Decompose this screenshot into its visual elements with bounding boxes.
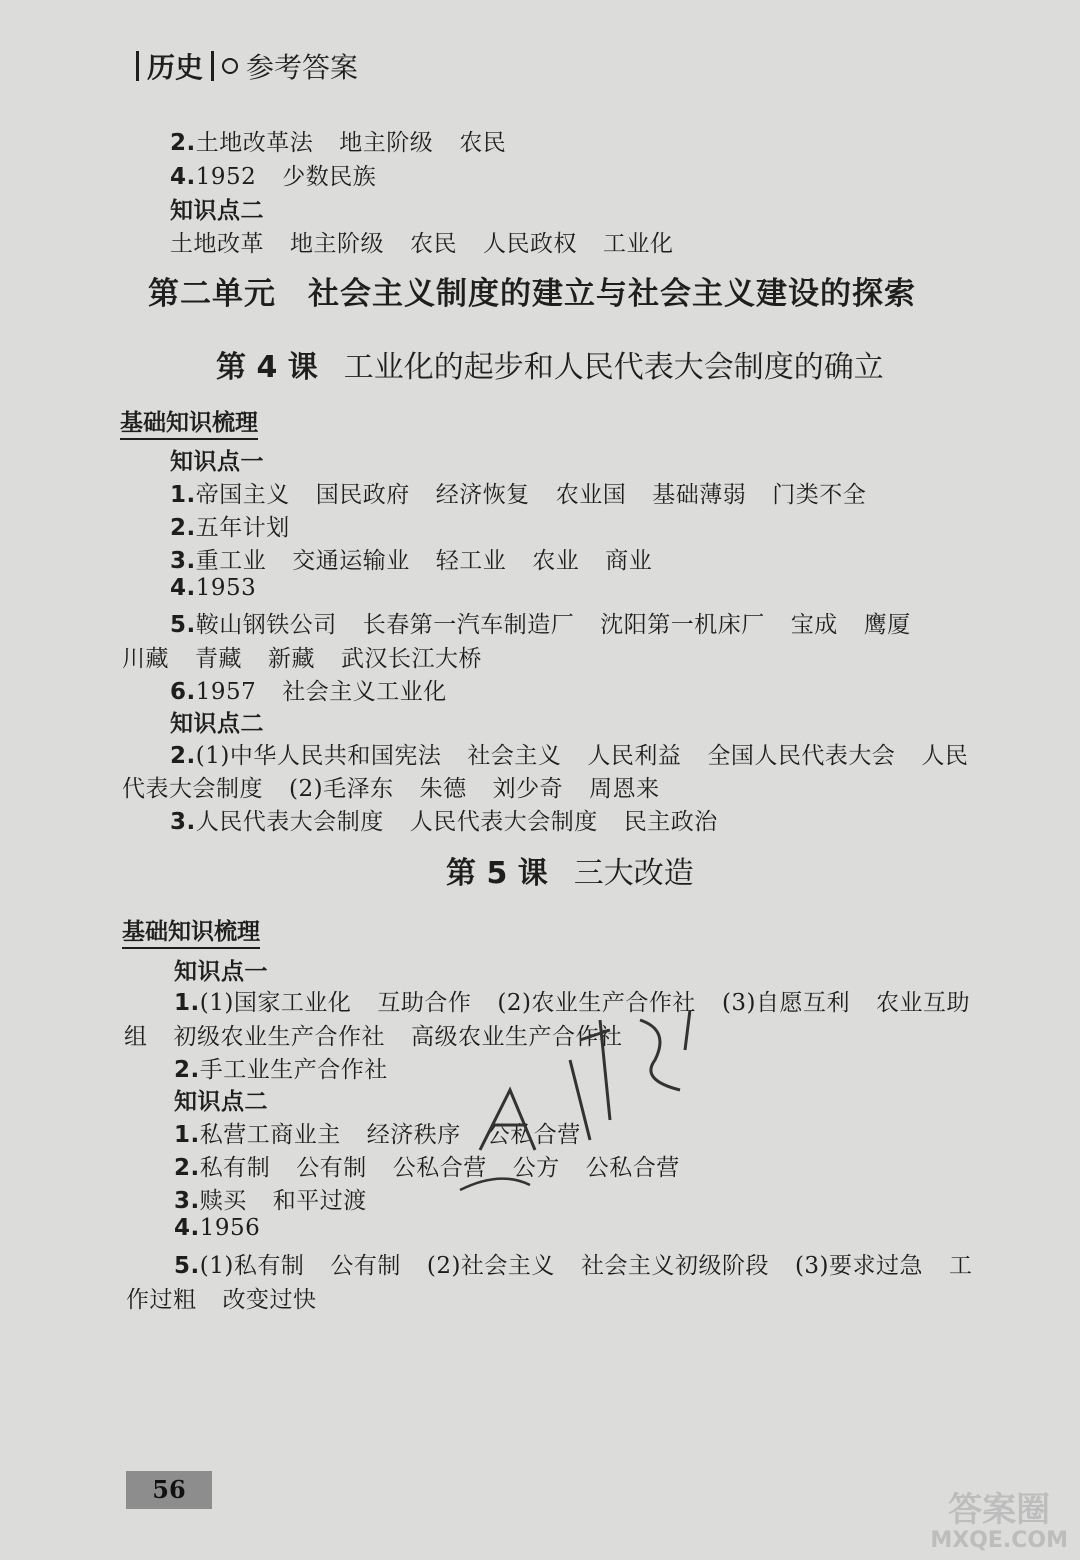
answer-text: 和平过渡: [272, 1188, 367, 1214]
item-number: 3.: [170, 809, 196, 835]
answer-text: 公私合营: [392, 1155, 487, 1181]
answer-line: [174, 1182, 367, 1215]
answer-text: 组: [124, 1024, 148, 1050]
answer-line: [174, 1051, 388, 1084]
page-header: [128, 46, 358, 86]
answer-text: 农民: [459, 130, 507, 156]
answer-text: 民主政治: [623, 809, 718, 835]
answer-line: [170, 158, 376, 191]
item-number: 3.: [174, 1188, 200, 1214]
knowledge-point-heading: 知识点二: [170, 711, 264, 737]
item-number: 4.: [170, 164, 196, 190]
answer-text: 人民代表大会制度: [195, 809, 384, 835]
answer-text: (1)私有制: [199, 1253, 305, 1279]
answer-text: 土地改革法: [195, 130, 314, 156]
header-divider: [136, 51, 139, 81]
subject-label: 历史: [147, 51, 204, 84]
answer-line: [122, 640, 482, 673]
answer-text: 人民政权: [483, 231, 577, 257]
answer-line: [174, 1247, 973, 1280]
item-number: 2.: [170, 515, 196, 541]
item-number: 1.: [174, 1122, 200, 1148]
watermark-text: 答案圈: [948, 1490, 1051, 1531]
answer-text: 手工业生产合作社: [199, 1057, 388, 1083]
answer-line: [174, 1215, 260, 1241]
answer-line: [122, 770, 660, 803]
answer-text: 私有制: [199, 1155, 271, 1181]
answer-line: [170, 542, 652, 575]
answer-text: 公方: [512, 1155, 560, 1181]
answer-text: 新藏: [268, 646, 315, 672]
answer-text: 经济秩序: [366, 1122, 461, 1148]
answer-text: 作过粗: [126, 1287, 197, 1313]
circle-icon: [222, 58, 238, 74]
answer-text: 川藏: [122, 646, 169, 672]
answer-text: (2)社会主义: [426, 1253, 555, 1279]
answer-text: 农民: [410, 231, 457, 257]
answer-text: 人民利益: [587, 743, 682, 769]
knowledge-point-heading: 知识点二: [170, 198, 264, 224]
answer-text: 工: [949, 1253, 973, 1279]
answer-text: 1952: [195, 164, 257, 190]
header-divider: [211, 51, 214, 81]
lesson-name: 工业化的起步和人民代表大会制度的确立: [343, 350, 884, 385]
answer-text: 互助合作: [377, 990, 472, 1016]
answer-key-label: 参考答案: [246, 51, 359, 84]
answer-text: 经济恢复: [435, 482, 530, 508]
item-number: 5.: [170, 612, 196, 638]
answer-text: 门类不全: [772, 482, 867, 508]
answer-text: 商业: [605, 548, 653, 574]
item-number: 5.: [174, 1253, 200, 1279]
answer-text: 五年计划: [195, 515, 290, 541]
answer-text: 宝成: [790, 612, 838, 638]
item-number: 2.: [170, 743, 196, 769]
answer-text: (3)要求过急: [794, 1253, 924, 1279]
answer-line: [170, 509, 290, 542]
answer-text: 农业国: [555, 482, 627, 508]
item-number: 2.: [170, 130, 196, 156]
answer-line: [170, 476, 866, 509]
answer-text: 土地改革: [170, 231, 264, 257]
answer-text: 全国人民代表大会: [707, 743, 896, 769]
answer-text: 帝国主义: [195, 482, 290, 508]
answer-text: 公有制: [296, 1155, 367, 1181]
watermark-url: MXQE.COM: [930, 1527, 1068, 1553]
answer-text: 刘少奇: [492, 776, 564, 802]
handwritten-scribble: [440, 1000, 720, 1200]
answer-text: 私营工商业主: [199, 1122, 341, 1148]
answer-text: 农业: [532, 548, 580, 574]
answer-text: 周恩来: [589, 776, 660, 802]
item-number: 6.: [170, 679, 196, 705]
answer-line: [170, 124, 506, 157]
knowledge-point-heading: 知识点一: [170, 449, 264, 475]
answer-text: 长春第一汽车制造厂: [362, 612, 575, 638]
item-number: 1.: [170, 482, 196, 508]
answer-text: 鞍山钢铁公司: [195, 612, 337, 638]
answer-text: 赎买: [199, 1188, 247, 1214]
answer-text: (1)中华人民共和国宪法: [195, 743, 442, 769]
answer-text: (1)国家工业化: [199, 990, 352, 1016]
answer-text: 地主阶级: [290, 231, 384, 257]
answer-line: [126, 1281, 317, 1314]
watermark-logo: [930, 1490, 1068, 1553]
answer-text: 公私合营: [585, 1155, 680, 1181]
answer-text: 武汉长江大桥: [341, 646, 482, 672]
answer-line: [170, 575, 256, 601]
unit-title: 第二单元 社会主义制度的建立与社会主义建设的探索: [148, 276, 916, 312]
answer-text: (2)毛泽东: [289, 776, 394, 802]
answer-text: 改变过快: [222, 1287, 317, 1313]
answer-text: 少数民族: [282, 164, 377, 190]
answer-text: 国民政府: [315, 482, 410, 508]
item-number: 1.: [174, 990, 200, 1016]
lesson-title: [446, 848, 694, 892]
knowledge-point-heading: 知识点二: [174, 1089, 268, 1115]
section-heading: 基础知识梳理: [120, 404, 258, 440]
answer-text: 公私合营: [486, 1122, 581, 1148]
item-number: 2.: [174, 1057, 200, 1083]
answer-text: 社会主义工业化: [282, 679, 447, 705]
answer-text: (3)自愿互利: [721, 990, 851, 1016]
knowledge-point-heading: 知识点一: [174, 959, 268, 985]
lesson-name: 三大改造: [573, 856, 694, 891]
answer-text: 基础薄弱: [652, 482, 747, 508]
answer-text: (2)农业生产合作社: [497, 990, 696, 1016]
lesson-number: 第 5 课: [446, 856, 548, 891]
item-number: 4.: [170, 575, 196, 601]
answer-text: 地主阶级: [339, 130, 434, 156]
answer-text: 社会主义: [467, 743, 562, 769]
item-number: 3.: [170, 548, 196, 574]
answer-text: 朱德: [419, 776, 467, 802]
answer-text: 农业互助: [876, 990, 971, 1016]
answer-text: 1953: [195, 575, 257, 601]
answer-text: 沈阳第一机床厂: [600, 612, 765, 638]
answer-text: 工业化: [603, 231, 674, 257]
answer-text: 代表大会制度: [122, 776, 263, 802]
answer-line: [170, 673, 447, 706]
answer-text: 高级农业生产合作社: [411, 1024, 623, 1050]
answer-text: 1957: [195, 679, 257, 705]
lesson-number: 第 4 课: [216, 350, 318, 385]
page-number: 56: [126, 1471, 212, 1509]
answer-text: 交通运输业: [292, 548, 410, 574]
answer-line: [170, 606, 911, 639]
answer-text: 人民代表大会制度: [409, 809, 598, 835]
item-number: 2.: [174, 1155, 200, 1181]
answer-text: 社会主义初级阶段: [580, 1253, 769, 1279]
answer-text: 青藏: [195, 646, 242, 672]
answer-text: 轻工业: [435, 548, 507, 574]
answer-text: 初级农业生产合作社: [173, 1024, 385, 1050]
answer-text: 人民: [921, 743, 969, 769]
item-number: 4.: [174, 1215, 200, 1241]
answer-text: 公有制: [330, 1253, 401, 1279]
answer-line: [170, 737, 968, 770]
answer-text: 重工业: [195, 548, 267, 574]
section-heading: 基础知识梳理: [122, 913, 260, 949]
answer-line: [170, 225, 674, 258]
lesson-title: [216, 342, 884, 386]
answer-text: 鹰厦: [863, 612, 911, 638]
answer-line: [170, 803, 718, 836]
answer-text: 1956: [199, 1215, 261, 1241]
